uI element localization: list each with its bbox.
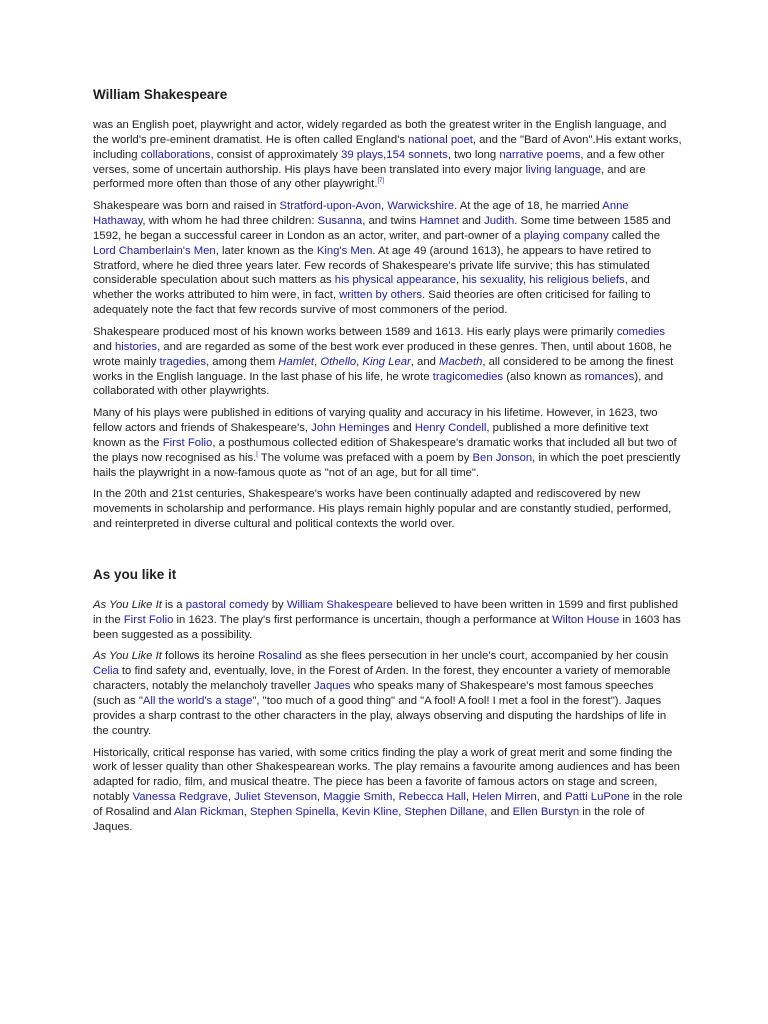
section-heading-shakespeare: William Shakespeare xyxy=(93,87,228,102)
section-heading-as-you-like-it: As you like it xyxy=(93,566,177,582)
inline-link[interactable]: his sexuality xyxy=(462,274,523,287)
paragraph xyxy=(93,487,683,532)
body-text: The volume was prefaced with a poem by xyxy=(257,451,473,464)
body-text: , later known as the xyxy=(215,244,317,257)
inline-link[interactable]: Othello xyxy=(320,355,357,368)
inline-link[interactable]: Ellen Burstyn xyxy=(512,805,580,818)
body-text: , among them xyxy=(206,355,279,368)
body-text: was an English poet, playwright and actor, widely regarded as both the greatest writer in the English language, and the world's pre-eminent dramatist. He is often called England's xyxy=(93,119,667,146)
body-text: , two long xyxy=(447,148,500,161)
body-text: , xyxy=(522,274,530,287)
body-text: , and the "Bard of Avon".His extant works, including xyxy=(93,133,682,161)
body-text: , xyxy=(314,355,321,368)
inline-link[interactable]: narrative poems xyxy=(499,148,581,161)
inline-link[interactable]: Stratford-upon-Avon xyxy=(279,200,382,213)
inline-link[interactable]: First Folio xyxy=(123,613,174,626)
inline-link[interactable]: 39 plays xyxy=(341,148,384,161)
body-text: In the 20th and 21st centuries, Shakespeare's works have been continually adapted and rediscovered by new movements in scholarship and performance. His plays remain highly popular and are constantly studied, performed, and reinterpreted in diverse cultural and political contexts the world over. xyxy=(93,488,672,531)
body-text: , with whom he had three children: xyxy=(142,215,318,228)
body-text: in 1603 has been suggested as a possibility. xyxy=(93,613,681,641)
inline-link[interactable]: Kevin Kline xyxy=(341,805,399,818)
body-text: who speaks many of Shakespeare's most famous speeches (such as " xyxy=(93,680,654,707)
inline-link[interactable]: his physical appearance xyxy=(334,274,456,287)
inline-link[interactable]: Celia xyxy=(93,665,119,678)
inline-link[interactable]: Macbeth xyxy=(439,355,483,368)
inline-link[interactable]: 154 sonnets xyxy=(386,148,448,161)
body-text: , published a more definitive text known as the xyxy=(93,422,649,449)
paragraph xyxy=(93,746,683,835)
body-text: , xyxy=(398,805,405,818)
inline-link[interactable]: Juliet Stevenson xyxy=(234,791,318,804)
body-text: in the role of Rosalind and xyxy=(93,791,683,818)
body-text: ), and collaborated with other playwrights. xyxy=(93,370,664,398)
body-text: , xyxy=(227,791,235,804)
body-text: Many of his plays were published in editions of varying quality and accuracy in his lifetime. However, in 1623, two fellow actors and friends of Shakespeare's, xyxy=(93,407,658,435)
document-body xyxy=(93,86,683,842)
inline-link[interactable]: Anne Hathaway xyxy=(93,200,629,228)
body-text: , consist of approximately xyxy=(210,148,342,161)
body-text: . Said theories are often criticised for failing to adequately note the fact that few records survive of most commoners of the period. xyxy=(93,289,651,317)
section-body-as-you-like-it xyxy=(93,598,683,835)
inline-link[interactable]: romances xyxy=(584,370,635,383)
inline-link[interactable]: Susanna xyxy=(317,215,363,228)
body-text: , xyxy=(392,791,399,804)
body-text: Shakespeare produced most of his known works between 1589 and 1613. His early plays were primarily xyxy=(93,325,617,338)
body-text: Historically, critical response has varied, with some critics finding the play a work of great merit and some finding the work of lesser quality than other Shakespearean works. The play remains a favourite among audiences and has been adapted for radio, film, and musical theatre. The piece has been a favorite of famous actors on stage and screen, notably xyxy=(93,746,680,804)
body-text: , xyxy=(317,791,324,804)
body-text: to find safety and, eventually, love, in the Forest of Arden. In the forest, they encounter a variety of memorable characters, notably the melancholy traveller xyxy=(93,665,671,693)
inline-link[interactable]: his religious beliefs xyxy=(529,274,625,287)
body-text: , and a few other verses, some of uncertain authorship. His plays have been translated into every major xyxy=(93,148,665,176)
inline-link[interactable]: Maggie Smith xyxy=(323,791,393,804)
body-text: ", "too much of a good thing" and "A fool! A fool! I met a fool in the forest"). Jaques provides a sharp contrast to the other characters in the play, always observing and disputing the hardships of life in the country. xyxy=(93,695,667,737)
inline-link[interactable]: Vanessa Redgrave xyxy=(132,791,228,804)
inline-link[interactable]: tragicomedies xyxy=(432,370,504,383)
italic-text: As You Like It xyxy=(93,598,162,611)
body-text: , and twins xyxy=(362,215,420,228)
body-text: by xyxy=(268,598,287,611)
body-text: . Some time between 1585 and 1592, he began a successful career in London as an actor, writer, and part-owner of a xyxy=(93,215,671,242)
inline-link[interactable]: written by others xyxy=(339,289,423,302)
body-text: , xyxy=(335,805,342,818)
body-text: , xyxy=(356,355,363,368)
inline-link[interactable]: Hamnet xyxy=(419,215,459,228)
body-text: and xyxy=(93,340,115,353)
italic-text: As You Like It xyxy=(93,650,162,663)
body-text: . At the age of 18, he married xyxy=(454,200,603,213)
citation-link[interactable]: [7] xyxy=(377,178,385,185)
inline-link[interactable]: national poet xyxy=(408,133,473,146)
paragraph xyxy=(93,598,683,643)
body-text: , a posthumous collected edition of Shakespeare's dramatic works that included all but two of the plays now recognised as his. xyxy=(93,436,677,464)
body-text: (also known as xyxy=(503,370,585,383)
body-text: and xyxy=(458,215,485,228)
paragraph xyxy=(93,199,683,318)
body-text: as she flees persecution in her uncle's court, accompanied by her cousin xyxy=(301,650,669,663)
body-text: , and whether the works attributed to him were, in fact, xyxy=(93,274,650,302)
inline-link[interactable]: Jaques xyxy=(314,680,351,693)
body-text: , all considered to be among the finest works in the English language. In the last phase of his life, he wrote xyxy=(93,355,674,383)
inline-link[interactable]: Stephen Spinella xyxy=(250,805,336,818)
inline-link[interactable]: collaborations xyxy=(140,148,211,161)
inline-link[interactable]: Rosalind xyxy=(257,650,302,663)
body-text: , in which the poet presciently hails the playwright in a now-famous quote as "not of an age, but for all time". xyxy=(93,451,681,479)
inline-link[interactable]: John Heminges xyxy=(311,422,390,435)
inline-link[interactable]: living language xyxy=(525,163,602,176)
body-text: in the role of Jaques. xyxy=(93,805,645,833)
body-text: , xyxy=(243,805,251,818)
inline-link[interactable]: Judith xyxy=(484,215,515,228)
inline-link[interactable]: Helen Mirren xyxy=(472,791,537,804)
inline-link[interactable]: Henry Condell xyxy=(414,422,487,435)
body-text: , and xyxy=(536,791,566,804)
inline-link[interactable]: Lord Chamberlain's Men xyxy=(93,244,216,257)
inline-link[interactable]: King's Men xyxy=(316,244,373,257)
inline-link[interactable]: Patti LuPone xyxy=(565,791,630,804)
body-text: is a xyxy=(161,598,186,611)
inline-link[interactable]: All the world's a stage xyxy=(142,695,253,707)
inline-link[interactable]: Stephen Dillane xyxy=(404,805,485,818)
body-text: believed to have been written in 1599 and first published in the xyxy=(93,598,679,626)
paragraph xyxy=(93,325,683,399)
inline-link[interactable]: Wilton House xyxy=(552,613,620,626)
inline-link[interactable]: First Folio xyxy=(162,436,213,449)
paragraph xyxy=(93,406,683,480)
section-body-shakespeare xyxy=(93,118,683,532)
body-text: and xyxy=(389,422,415,435)
body-text: , xyxy=(456,274,463,287)
inline-link[interactable]: comedies xyxy=(616,325,666,338)
body-text: called the xyxy=(608,229,661,242)
body-text: in 1623. The play's first performance is uncertain, though a performance at xyxy=(173,613,553,626)
body-text: , and xyxy=(410,355,440,368)
citation-link[interactable]: [ xyxy=(256,451,258,458)
inline-link[interactable]: Rebecca Hall xyxy=(398,791,466,804)
paragraph xyxy=(93,118,683,192)
body-text: follows its heroine xyxy=(161,650,258,663)
inline-link[interactable]: Ben Jonson xyxy=(472,451,533,464)
body-text: , and xyxy=(484,805,513,818)
body-text: . At age 49 (around 1613), he appears to have retired to Stratford, where he died three years later. Few records of Shakespeare's private life survive; this has stimulated considerable speculation about such matters as xyxy=(93,244,652,287)
inline-link[interactable]: Warwickshire xyxy=(387,200,455,213)
body-text: , xyxy=(465,791,473,804)
inline-link[interactable]: Alan Rickman xyxy=(174,805,244,818)
inline-link[interactable]: pastoral comedy xyxy=(185,598,269,611)
inline-link[interactable]: tragedies xyxy=(159,355,207,368)
inline-link[interactable]: King Lear xyxy=(362,355,411,368)
inline-link[interactable]: William Shakespeare xyxy=(286,598,393,611)
body-text: , and are regarded as some of the best work ever produced in these genres. Then, until about 1608, he wrote mainly xyxy=(93,340,672,368)
paragraph xyxy=(93,649,683,738)
body-text: , xyxy=(383,148,387,161)
body-text: , and are performed more often than those of any other playwright. xyxy=(93,163,646,191)
body-text: Shakespeare was born and raised in xyxy=(93,200,280,213)
body-text: , xyxy=(381,200,388,213)
inline-link[interactable]: playing company xyxy=(523,229,609,242)
inline-link[interactable]: Hamlet xyxy=(278,355,315,368)
inline-link[interactable]: histories xyxy=(115,340,158,353)
